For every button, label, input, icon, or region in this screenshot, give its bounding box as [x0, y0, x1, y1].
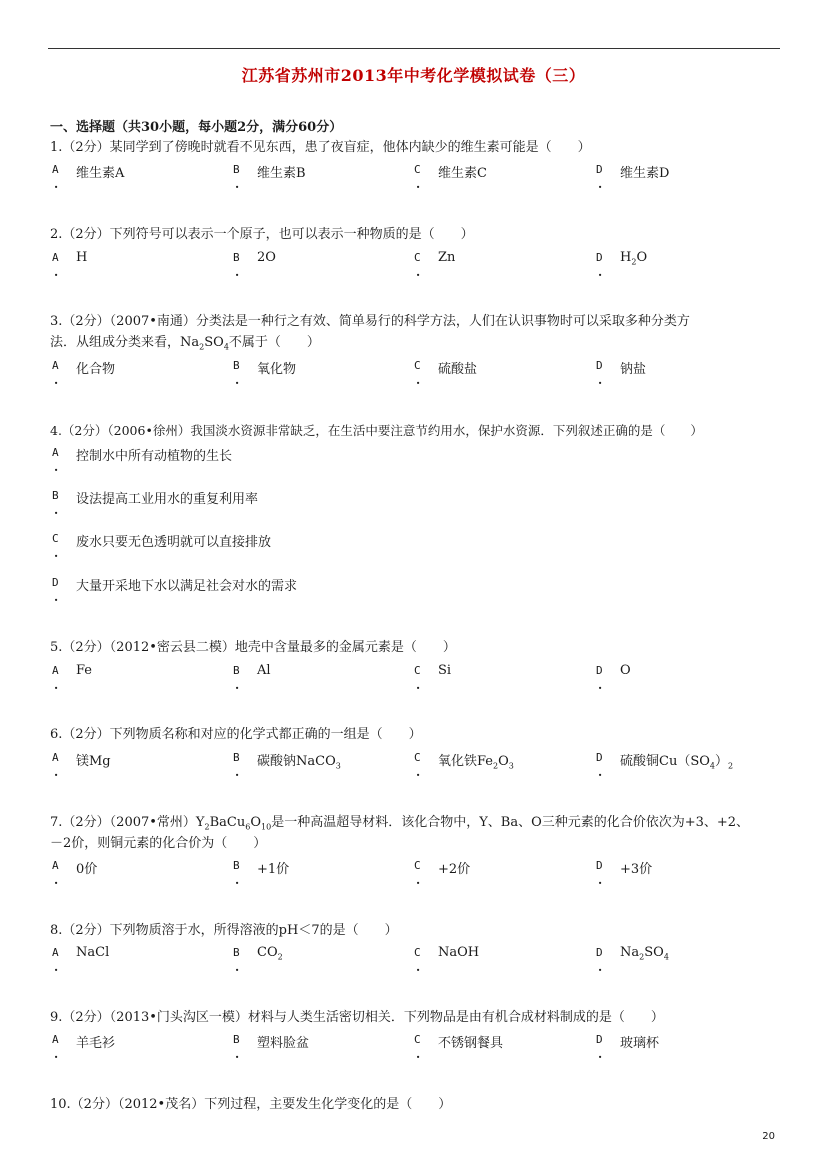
question-10: 10.（2分）（2012•茂名）下列过程，主要发生化学变化的是（ ）: [50, 1097, 452, 1112]
question-7: 7.（2分）（2007•常州）$Y_2BaCu_6O_{10}$是一种高温超导材料．该化合物中，Y、Ba、O三种元素的化合价依次为+3、+2、: [50, 815, 750, 832]
question-8: 8.（2分）下列物质溶于水，所得溶液的pH＜7的是（ ）: [50, 923, 398, 938]
section-heading: 一、选择题（共30小题，每小题2分，满分60分）: [50, 120, 343, 135]
top-rule: [48, 48, 780, 49]
question-9: 9.（2分）（2013•门头沟区一模）材料与人类生活密切相关．下列物品是由有机合成材料制成的是（ ）: [50, 1010, 664, 1025]
page-number: 20: [762, 1131, 775, 1142]
question-4: 4.（2分）（2006•徐州）我国淡水资源非常缺乏，在生活中要注意节约用水，保护水资源．下列叙述正确的是（ ）: [50, 423, 703, 438]
question-3-line2: 法．从组成分类来看，$Na_2SO_4$不属于（ ）: [50, 335, 320, 352]
question-5: 5.（2分）（2012•密云县二模）地壳中含量最多的金属元素是（ ）: [50, 640, 456, 655]
question-6: 6.（2分）下列物质名称和对应的化学式都正确的一组是（ ）: [50, 727, 422, 742]
question-7-line2: －2价，则铜元素的化合价为（ ）: [50, 836, 267, 851]
question-2: 2.（2分）下列符号可以表示一个原子，也可以表示一种物质的是（ ）: [50, 227, 474, 242]
question-3: 3.（2分）（2007•南通）分类法是一种行之有效、简单易行的科学方法，人们在认识事物时可以采取多种分类方: [50, 314, 690, 329]
question-1: 1.（2分）某同学到了傍晚时就看不见东西，患了夜盲症，他体内缺少的维生素可能是（ ）: [50, 140, 591, 155]
page-title: 江苏省苏州市2013年中考化学模拟试卷（三）: [241, 66, 586, 85]
